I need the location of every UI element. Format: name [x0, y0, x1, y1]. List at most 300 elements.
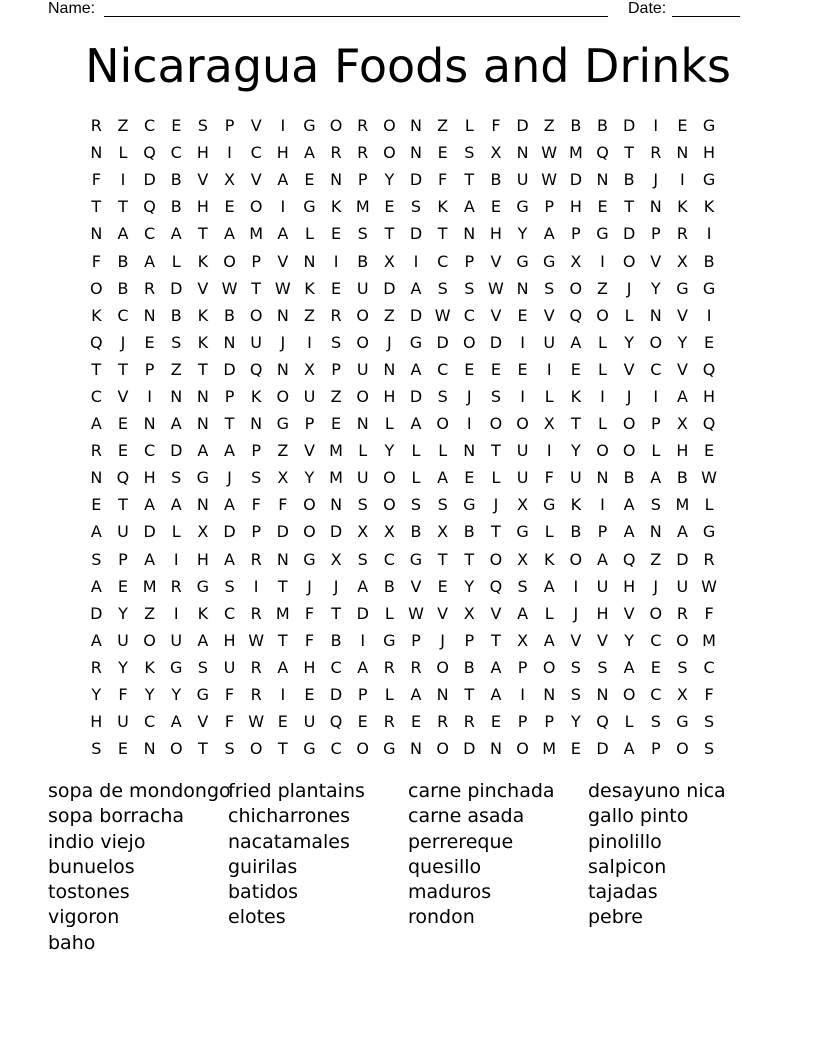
grid-letter[interactable]: N: [90, 468, 103, 488]
grid-letter[interactable]: S: [171, 332, 182, 352]
grid-letter[interactable]: P: [118, 549, 128, 569]
grid-letter[interactable]: L: [304, 224, 314, 244]
grid-letter[interactable]: S: [224, 576, 235, 596]
grid-letter[interactable]: E: [224, 197, 235, 217]
grid-letter[interactable]: E: [597, 197, 608, 217]
grid-letter[interactable]: W: [408, 603, 424, 623]
grid-letter[interactable]: O: [489, 414, 503, 434]
grid-letter[interactable]: O: [383, 468, 396, 488]
grid-letter[interactable]: A: [170, 712, 182, 732]
grid-letter[interactable]: S: [197, 116, 208, 136]
grid-letter[interactable]: W: [221, 278, 238, 298]
grid-letter[interactable]: E: [304, 685, 315, 705]
grid-letter[interactable]: A: [623, 657, 635, 677]
grid-letter[interactable]: F: [224, 685, 235, 705]
grid-letter[interactable]: O: [569, 549, 583, 569]
grid-letter[interactable]: E: [91, 495, 102, 515]
grid-letter[interactable]: U: [569, 468, 582, 488]
grid-letter[interactable]: P: [411, 630, 421, 650]
grid-letter[interactable]: A: [197, 441, 209, 461]
grid-letter[interactable]: J: [120, 332, 126, 352]
grid-letter[interactable]: R: [90, 441, 102, 461]
grid-letter[interactable]: T: [491, 522, 501, 542]
grid-letter[interactable]: R: [250, 549, 262, 569]
grid-letter[interactable]: C: [117, 305, 129, 325]
grid-letter[interactable]: O: [276, 386, 290, 406]
grid-letter[interactable]: O: [169, 739, 183, 759]
grid-letter[interactable]: A: [517, 603, 529, 623]
grid-letter[interactable]: A: [224, 441, 235, 461]
grid-letter[interactable]: D: [409, 305, 423, 325]
grid-letter[interactable]: D: [276, 522, 289, 542]
grid-letter[interactable]: A: [676, 522, 688, 542]
grid-letter[interactable]: T: [437, 224, 448, 244]
grid-letter[interactable]: N: [596, 685, 609, 705]
grid-letter[interactable]: O: [516, 414, 529, 434]
grid-letter[interactable]: A: [490, 657, 502, 677]
grid-letter[interactable]: X: [383, 522, 395, 542]
grid-letter[interactable]: N: [596, 468, 609, 488]
grid-letter[interactable]: B: [410, 522, 422, 542]
grid-letter[interactable]: B: [623, 170, 635, 190]
grid-letter[interactable]: D: [596, 739, 609, 759]
grid-letter[interactable]: I: [333, 251, 339, 271]
grid-letter[interactable]: I: [600, 386, 605, 406]
grid-letter[interactable]: M: [675, 495, 690, 515]
grid-letter[interactable]: C: [383, 549, 395, 569]
grid-letter[interactable]: A: [543, 576, 555, 596]
grid-letter[interactable]: N: [276, 359, 289, 379]
grid-letter[interactable]: V: [197, 712, 209, 732]
grid-letter[interactable]: Z: [330, 386, 342, 406]
grid-letter[interactable]: R: [650, 143, 662, 163]
grid-letter[interactable]: R: [330, 143, 342, 163]
grid-letter[interactable]: X: [463, 603, 475, 623]
grid-letter[interactable]: M: [702, 630, 716, 650]
grid-letter[interactable]: H: [676, 441, 689, 461]
grid-letter[interactable]: V: [197, 170, 209, 190]
grid-letter[interactable]: G: [303, 549, 316, 569]
grid-letter[interactable]: G: [516, 522, 529, 542]
grid-letter[interactable]: O: [622, 685, 636, 705]
grid-letter[interactable]: J: [466, 386, 472, 406]
grid-letter[interactable]: S: [517, 576, 528, 596]
grid-letter[interactable]: T: [118, 495, 128, 515]
grid-letter[interactable]: E: [331, 414, 342, 434]
grid-letter[interactable]: E: [117, 441, 129, 461]
grid-letter[interactable]: N: [649, 197, 662, 217]
grid-letter[interactable]: V: [570, 630, 582, 650]
grid-letter[interactable]: J: [227, 468, 232, 488]
grid-letter[interactable]: C: [250, 143, 262, 163]
grid-letter[interactable]: J: [653, 576, 659, 596]
grid-letter[interactable]: G: [170, 657, 183, 677]
grid-letter[interactable]: T: [91, 359, 102, 379]
grid-letter[interactable]: E: [331, 278, 342, 298]
grid-letter[interactable]: G: [676, 278, 689, 298]
grid-letter[interactable]: S: [410, 495, 422, 515]
grid-letter[interactable]: Y: [304, 468, 315, 488]
grid-letter[interactable]: N: [330, 495, 343, 515]
grid-letter[interactable]: Q: [702, 414, 716, 434]
grid-letter[interactable]: R: [676, 603, 688, 623]
grid-letter[interactable]: K: [197, 603, 209, 623]
grid-letter[interactable]: L: [598, 359, 607, 379]
grid-letter[interactable]: X: [303, 359, 315, 379]
grid-letter[interactable]: K: [197, 251, 209, 271]
grid-letter[interactable]: F: [251, 495, 261, 515]
grid-letter[interactable]: G: [196, 685, 210, 705]
grid-letter[interactable]: E: [144, 332, 155, 352]
grid-letter[interactable]: O: [622, 414, 636, 434]
grid-letter[interactable]: R: [144, 278, 156, 298]
grid-letter[interactable]: O: [649, 603, 663, 623]
grid-letter[interactable]: I: [706, 305, 712, 325]
grid-letter[interactable]: A: [90, 522, 102, 542]
grid-letter[interactable]: G: [516, 197, 529, 217]
grid-letter[interactable]: O: [356, 739, 370, 759]
grid-letter[interactable]: E: [704, 441, 715, 461]
grid-letter[interactable]: I: [573, 576, 579, 596]
grid-letter[interactable]: M: [329, 441, 343, 461]
grid-letter[interactable]: S: [703, 712, 715, 732]
grid-letter[interactable]: N: [196, 414, 209, 434]
grid-letter[interactable]: C: [170, 143, 182, 163]
grid-letter[interactable]: O: [249, 197, 263, 217]
grid-letter[interactable]: C: [463, 305, 475, 325]
grid-letter[interactable]: H: [703, 143, 716, 163]
grid-letter[interactable]: L: [118, 143, 128, 163]
grid-letter[interactable]: D: [463, 739, 476, 759]
grid-letter[interactable]: T: [91, 197, 102, 217]
grid-letter[interactable]: D: [569, 170, 583, 190]
grid-letter[interactable]: L: [544, 603, 554, 623]
grid-letter[interactable]: A: [224, 549, 235, 569]
grid-letter[interactable]: D: [622, 116, 636, 136]
grid-letter[interactable]: B: [597, 116, 608, 136]
grid-letter[interactable]: X: [330, 549, 342, 569]
grid-letter[interactable]: C: [330, 657, 342, 677]
grid-letter[interactable]: R: [330, 305, 342, 325]
grid-letter[interactable]: Y: [677, 332, 688, 352]
grid-letter[interactable]: N: [276, 305, 289, 325]
grid-letter[interactable]: U: [303, 386, 316, 406]
grid-letter[interactable]: H: [569, 197, 582, 217]
grid-letter[interactable]: D: [489, 332, 503, 352]
grid-letter[interactable]: B: [463, 657, 475, 677]
grid-letter[interactable]: B: [357, 251, 369, 271]
grid-letter[interactable]: Y: [570, 712, 581, 732]
grid-letter[interactable]: G: [702, 170, 716, 190]
grid-letter[interactable]: L: [384, 414, 394, 434]
grid-letter[interactable]: X: [224, 170, 235, 190]
grid-letter[interactable]: P: [571, 224, 581, 244]
grid-letter[interactable]: C: [144, 441, 156, 461]
grid-letter[interactable]: A: [357, 657, 369, 677]
grid-letter[interactable]: P: [650, 224, 661, 244]
grid-letter[interactable]: P: [224, 386, 235, 406]
grid-letter[interactable]: S: [650, 495, 661, 515]
grid-letter[interactable]: N: [649, 522, 662, 542]
grid-letter[interactable]: T: [277, 630, 288, 650]
grid-letter[interactable]: U: [117, 522, 129, 542]
grid-letter[interactable]: K: [677, 197, 688, 217]
grid-letter[interactable]: V: [250, 170, 262, 190]
grid-letter[interactable]: T: [197, 224, 208, 244]
grid-letter[interactable]: A: [623, 522, 635, 542]
grid-letter[interactable]: E: [570, 739, 581, 759]
grid-letter[interactable]: S: [464, 278, 475, 298]
grid-letter[interactable]: T: [197, 359, 208, 379]
grid-letter[interactable]: M: [275, 603, 290, 623]
grid-letter[interactable]: N: [223, 332, 236, 352]
grid-letter[interactable]: A: [224, 224, 235, 244]
grid-letter[interactable]: U: [356, 359, 369, 379]
grid-letter[interactable]: H: [196, 197, 209, 217]
grid-letter[interactable]: U: [170, 630, 183, 650]
grid-letter[interactable]: L: [651, 441, 661, 461]
grid-letter[interactable]: Z: [144, 603, 156, 623]
grid-letter[interactable]: R: [250, 685, 262, 705]
grid-letter[interactable]: V: [410, 576, 422, 596]
grid-letter[interactable]: O: [622, 251, 636, 271]
grid-letter[interactable]: F: [91, 170, 101, 190]
grid-letter[interactable]: F: [544, 468, 554, 488]
grid-letter[interactable]: E: [490, 197, 501, 217]
grid-letter[interactable]: Q: [596, 143, 609, 163]
grid-letter[interactable]: O: [143, 630, 156, 650]
grid-letter[interactable]: T: [570, 414, 581, 434]
grid-letter[interactable]: Y: [517, 224, 528, 244]
grid-letter[interactable]: Y: [384, 441, 395, 461]
grid-letter[interactable]: C: [650, 685, 662, 705]
grid-letter[interactable]: Y: [624, 630, 635, 650]
grid-letter[interactable]: N: [303, 251, 316, 271]
grid-letter[interactable]: E: [704, 332, 715, 352]
grid-letter[interactable]: W: [701, 576, 717, 596]
grid-letter[interactable]: A: [277, 170, 289, 190]
grid-letter[interactable]: W: [541, 170, 558, 190]
grid-letter[interactable]: X: [437, 522, 449, 542]
grid-letter[interactable]: S: [197, 657, 208, 677]
grid-letter[interactable]: K: [197, 332, 209, 352]
grid-letter[interactable]: G: [303, 197, 316, 217]
grid-letter[interactable]: N: [543, 685, 556, 705]
grid-letter[interactable]: M: [329, 468, 343, 488]
grid-letter[interactable]: I: [120, 170, 126, 190]
grid-letter[interactable]: Q: [622, 549, 636, 569]
grid-letter[interactable]: A: [144, 495, 156, 515]
grid-letter[interactable]: B: [463, 522, 475, 542]
grid-letter[interactable]: R: [703, 549, 715, 569]
grid-letter[interactable]: A: [410, 278, 422, 298]
grid-letter[interactable]: H: [383, 386, 396, 406]
grid-letter[interactable]: N: [250, 414, 263, 434]
grid-letter[interactable]: T: [277, 739, 288, 759]
grid-letter[interactable]: C: [437, 251, 449, 271]
grid-letter[interactable]: A: [90, 576, 102, 596]
grid-letter[interactable]: F: [118, 685, 128, 705]
grid-letter[interactable]: E: [384, 197, 395, 217]
grid-letter[interactable]: O: [436, 739, 449, 759]
grid-letter[interactable]: H: [223, 630, 236, 650]
grid-letter[interactable]: C: [650, 630, 662, 650]
grid-letter[interactable]: O: [249, 305, 263, 325]
date-blank-line[interactable]: [672, 16, 740, 17]
grid-letter[interactable]: U: [356, 278, 369, 298]
grid-letter[interactable]: R: [250, 603, 262, 623]
grid-letter[interactable]: Y: [464, 576, 475, 596]
grid-letter[interactable]: W: [274, 278, 291, 298]
grid-letter[interactable]: X: [570, 251, 582, 271]
grid-letter[interactable]: E: [677, 116, 688, 136]
grid-letter[interactable]: A: [623, 495, 635, 515]
grid-letter[interactable]: S: [251, 468, 262, 488]
grid-letter[interactable]: U: [117, 630, 129, 650]
grid-letter[interactable]: Z: [650, 549, 662, 569]
grid-letter[interactable]: P: [357, 170, 368, 190]
grid-letter[interactable]: A: [676, 386, 688, 406]
grid-letter[interactable]: S: [464, 143, 475, 163]
grid-letter[interactable]: I: [546, 359, 552, 379]
grid-letter[interactable]: A: [597, 549, 608, 569]
grid-letter[interactable]: J: [280, 332, 286, 352]
grid-letter[interactable]: V: [597, 630, 608, 650]
grid-letter[interactable]: P: [357, 685, 368, 705]
grid-letter[interactable]: I: [653, 116, 659, 136]
grid-letter[interactable]: S: [544, 278, 555, 298]
grid-letter[interactable]: A: [90, 414, 102, 434]
grid-letter[interactable]: T: [277, 576, 288, 596]
grid-letter[interactable]: O: [329, 116, 343, 136]
grid-letter[interactable]: U: [250, 332, 263, 352]
grid-letter[interactable]: D: [409, 224, 423, 244]
grid-letter[interactable]: O: [596, 305, 609, 325]
grid-letter[interactable]: H: [703, 386, 716, 406]
grid-letter[interactable]: J: [653, 170, 659, 190]
grid-letter[interactable]: A: [170, 224, 182, 244]
grid-letter[interactable]: D: [143, 522, 156, 542]
grid-letter[interactable]: L: [171, 522, 181, 542]
grid-letter[interactable]: I: [680, 170, 685, 190]
grid-letter[interactable]: H: [596, 603, 609, 623]
grid-letter[interactable]: K: [570, 386, 582, 406]
grid-letter[interactable]: J: [307, 576, 312, 596]
grid-letter[interactable]: I: [360, 630, 366, 650]
grid-letter[interactable]: E: [464, 359, 475, 379]
grid-letter[interactable]: K: [330, 197, 342, 217]
grid-letter[interactable]: L: [411, 441, 421, 461]
grid-letter[interactable]: P: [251, 522, 261, 542]
grid-letter[interactable]: S: [597, 657, 608, 677]
grid-letter[interactable]: D: [329, 685, 343, 705]
grid-letter[interactable]: S: [437, 495, 448, 515]
grid-letter[interactable]: C: [144, 712, 156, 732]
grid-letter[interactable]: T: [464, 685, 475, 705]
grid-letter[interactable]: D: [143, 170, 156, 190]
grid-letter[interactable]: U: [223, 657, 236, 677]
grid-letter[interactable]: E: [464, 468, 475, 488]
grid-letter[interactable]: G: [196, 576, 210, 596]
grid-letter[interactable]: M: [142, 576, 157, 596]
grid-letter[interactable]: P: [517, 657, 528, 677]
grid-letter[interactable]: L: [438, 441, 448, 461]
grid-letter[interactable]: N: [516, 143, 529, 163]
grid-letter[interactable]: U: [516, 170, 529, 190]
grid-letter[interactable]: T: [224, 414, 235, 434]
grid-letter[interactable]: Q: [143, 143, 156, 163]
grid-letter[interactable]: A: [543, 630, 555, 650]
grid-letter[interactable]: N: [596, 170, 609, 190]
grid-letter[interactable]: O: [356, 332, 370, 352]
grid-letter[interactable]: O: [436, 657, 449, 677]
grid-letter[interactable]: A: [170, 495, 182, 515]
grid-letter[interactable]: E: [650, 657, 661, 677]
grid-letter[interactable]: S: [91, 739, 102, 759]
grid-letter[interactable]: C: [437, 359, 449, 379]
grid-letter[interactable]: V: [490, 305, 502, 325]
grid-letter[interactable]: O: [676, 630, 689, 650]
grid-letter[interactable]: N: [436, 685, 449, 705]
grid-letter[interactable]: F: [704, 685, 714, 705]
grid-letter[interactable]: F: [491, 116, 501, 136]
grid-letter[interactable]: J: [573, 603, 579, 623]
grid-letter[interactable]: B: [330, 630, 342, 650]
grid-letter[interactable]: I: [600, 495, 605, 515]
grid-letter[interactable]: O: [383, 143, 396, 163]
grid-letter[interactable]: K: [197, 305, 209, 325]
grid-letter[interactable]: O: [303, 495, 316, 515]
grid-letter[interactable]: B: [224, 305, 236, 325]
grid-letter[interactable]: T: [118, 359, 128, 379]
grid-letter[interactable]: J: [626, 386, 632, 406]
grid-letter[interactable]: S: [331, 332, 342, 352]
grid-letter[interactable]: S: [91, 549, 102, 569]
grid-letter[interactable]: U: [516, 468, 529, 488]
grid-letter[interactable]: M: [542, 739, 557, 759]
grid-letter[interactable]: P: [544, 712, 555, 732]
grid-letter[interactable]: D: [223, 359, 236, 379]
grid-letter[interactable]: Z: [543, 116, 555, 136]
grid-letter[interactable]: C: [223, 603, 236, 623]
grid-letter[interactable]: R: [170, 576, 182, 596]
grid-letter[interactable]: X: [517, 495, 529, 515]
grid-letter[interactable]: Y: [118, 603, 128, 623]
grid-letter[interactable]: Q: [329, 712, 343, 732]
grid-letter[interactable]: B: [676, 468, 688, 488]
grid-letter[interactable]: I: [600, 251, 605, 271]
grid-letter[interactable]: G: [543, 495, 556, 515]
grid-letter[interactable]: E: [490, 712, 501, 732]
grid-letter[interactable]: L: [544, 386, 554, 406]
grid-letter[interactable]: V: [676, 305, 688, 325]
grid-letter[interactable]: R: [383, 712, 395, 732]
name-blank-line[interactable]: [104, 16, 608, 17]
grid-letter[interactable]: L: [598, 414, 607, 434]
grid-letter[interactable]: Z: [597, 278, 608, 298]
grid-letter[interactable]: C: [330, 739, 342, 759]
grid-letter[interactable]: G: [463, 495, 476, 515]
grid-letter[interactable]: S: [650, 712, 661, 732]
grid-letter[interactable]: R: [357, 143, 369, 163]
grid-letter[interactable]: Q: [90, 332, 103, 352]
grid-letter[interactable]: O: [223, 251, 236, 271]
grid-letter[interactable]: A: [224, 495, 235, 515]
grid-letter[interactable]: N: [383, 359, 396, 379]
grid-letter[interactable]: V: [197, 278, 209, 298]
grid-letter[interactable]: A: [144, 549, 156, 569]
grid-letter[interactable]: T: [118, 197, 128, 217]
